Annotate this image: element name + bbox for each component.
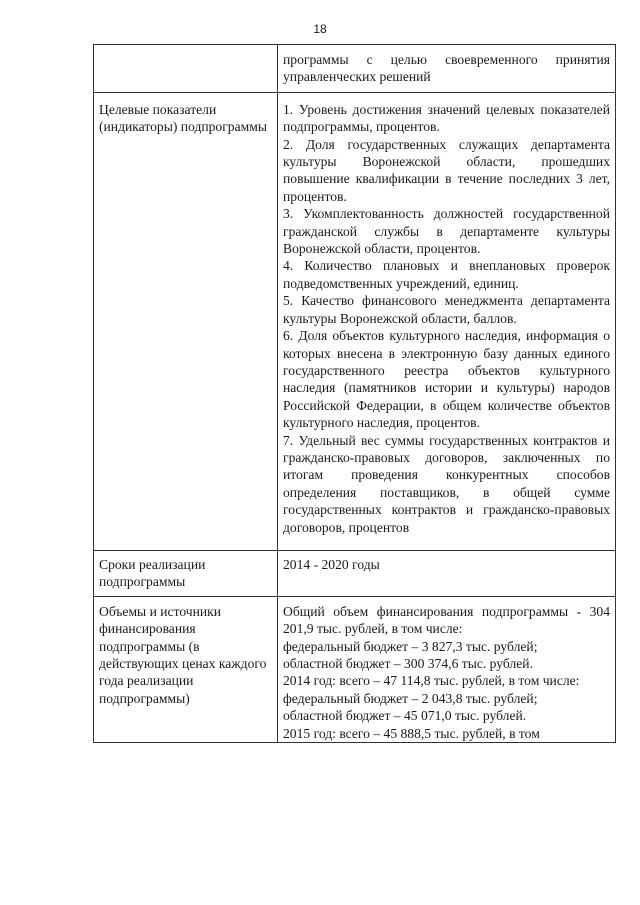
paragraph: 5. Качество финансового менеджмента департамента культуры Воронежской области, баллов. bbox=[283, 293, 610, 326]
paragraph: 3. Укомплектованность должностей государственной гражданской службы в департаменте культуры Воронежской области, процентов. bbox=[283, 206, 610, 257]
paragraph: 7. Удельный вес суммы государственных контрактов и гражданско-правовых договоров, заключенных по итогам проведения конкурентных способов определения поставщиков, в общей сумме государственных контрактов и гражданско-правовых договоров, процентов bbox=[283, 432, 610, 535]
row-label bbox=[94, 45, 278, 93]
page-number: 18 bbox=[313, 22, 327, 36]
paragraph: 2. Доля государственных служащих департамента культуры Воронежской области, прошедших повышение квалификации в течение последних 3 лет, процентов. bbox=[283, 136, 610, 204]
row-value bbox=[278, 596, 616, 742]
paragraph: Общий объем финансирования подпрограммы - 304 201,9 тыс. рублей, в том числе: bbox=[283, 603, 610, 637]
paragraph: 6. Доля объектов культурного наследия, информация о которых внесена в электронную базу данных единого государственного реестра объектов культурного наследия (памятников истории и культуры) народов Российской Федерации, в общем количестве объектов культурного наследия, процентов. bbox=[283, 328, 610, 431]
table-row bbox=[94, 92, 616, 550]
paragraph: 2014 год: всего – 47 114,8 тыс. рублей, в том числе: bbox=[283, 673, 580, 689]
table-row bbox=[94, 596, 616, 742]
paragraph: областной бюджет – 45 071,0 тыс. рублей. bbox=[283, 708, 527, 724]
paragraph: 2015 год: всего – 45 888,5 тыс. рублей, в том bbox=[283, 725, 540, 741]
row-label: Сроки реализации подпрограммы bbox=[94, 550, 278, 596]
row-label: Объемы и источники финансирования подпрограммы (в действующих ценах каждого года реализации подпрограммы) bbox=[94, 596, 278, 742]
table-row bbox=[94, 550, 616, 596]
subprogram-passport-table bbox=[93, 44, 616, 743]
table-row bbox=[94, 45, 616, 93]
paragraph: 4. Количество плановых и внеплановых проверок подведомственных учреждений, единиц. bbox=[283, 258, 610, 291]
paragraph: областной бюджет – 300 374,6 тыс. рублей. bbox=[283, 656, 533, 671]
paragraph: федеральный бюджет – 2 043,8 тыс. рублей; bbox=[283, 690, 538, 706]
paragraph: 1. Уровень достижения значений целевых показателей подпрограммы, процентов. bbox=[283, 101, 610, 135]
row-value bbox=[278, 550, 616, 596]
paragraph: программы с целью своевременного принятия управленческих решений bbox=[283, 52, 610, 85]
row-label: Целевые показатели (индикаторы) подпрограммы bbox=[94, 92, 278, 550]
paragraph: федеральный бюджет – 3 827,3 тыс. рублей; bbox=[283, 638, 538, 654]
paragraph: 2014 - 2020 годы bbox=[283, 556, 380, 572]
row-value bbox=[278, 45, 616, 93]
row-value bbox=[278, 92, 616, 550]
